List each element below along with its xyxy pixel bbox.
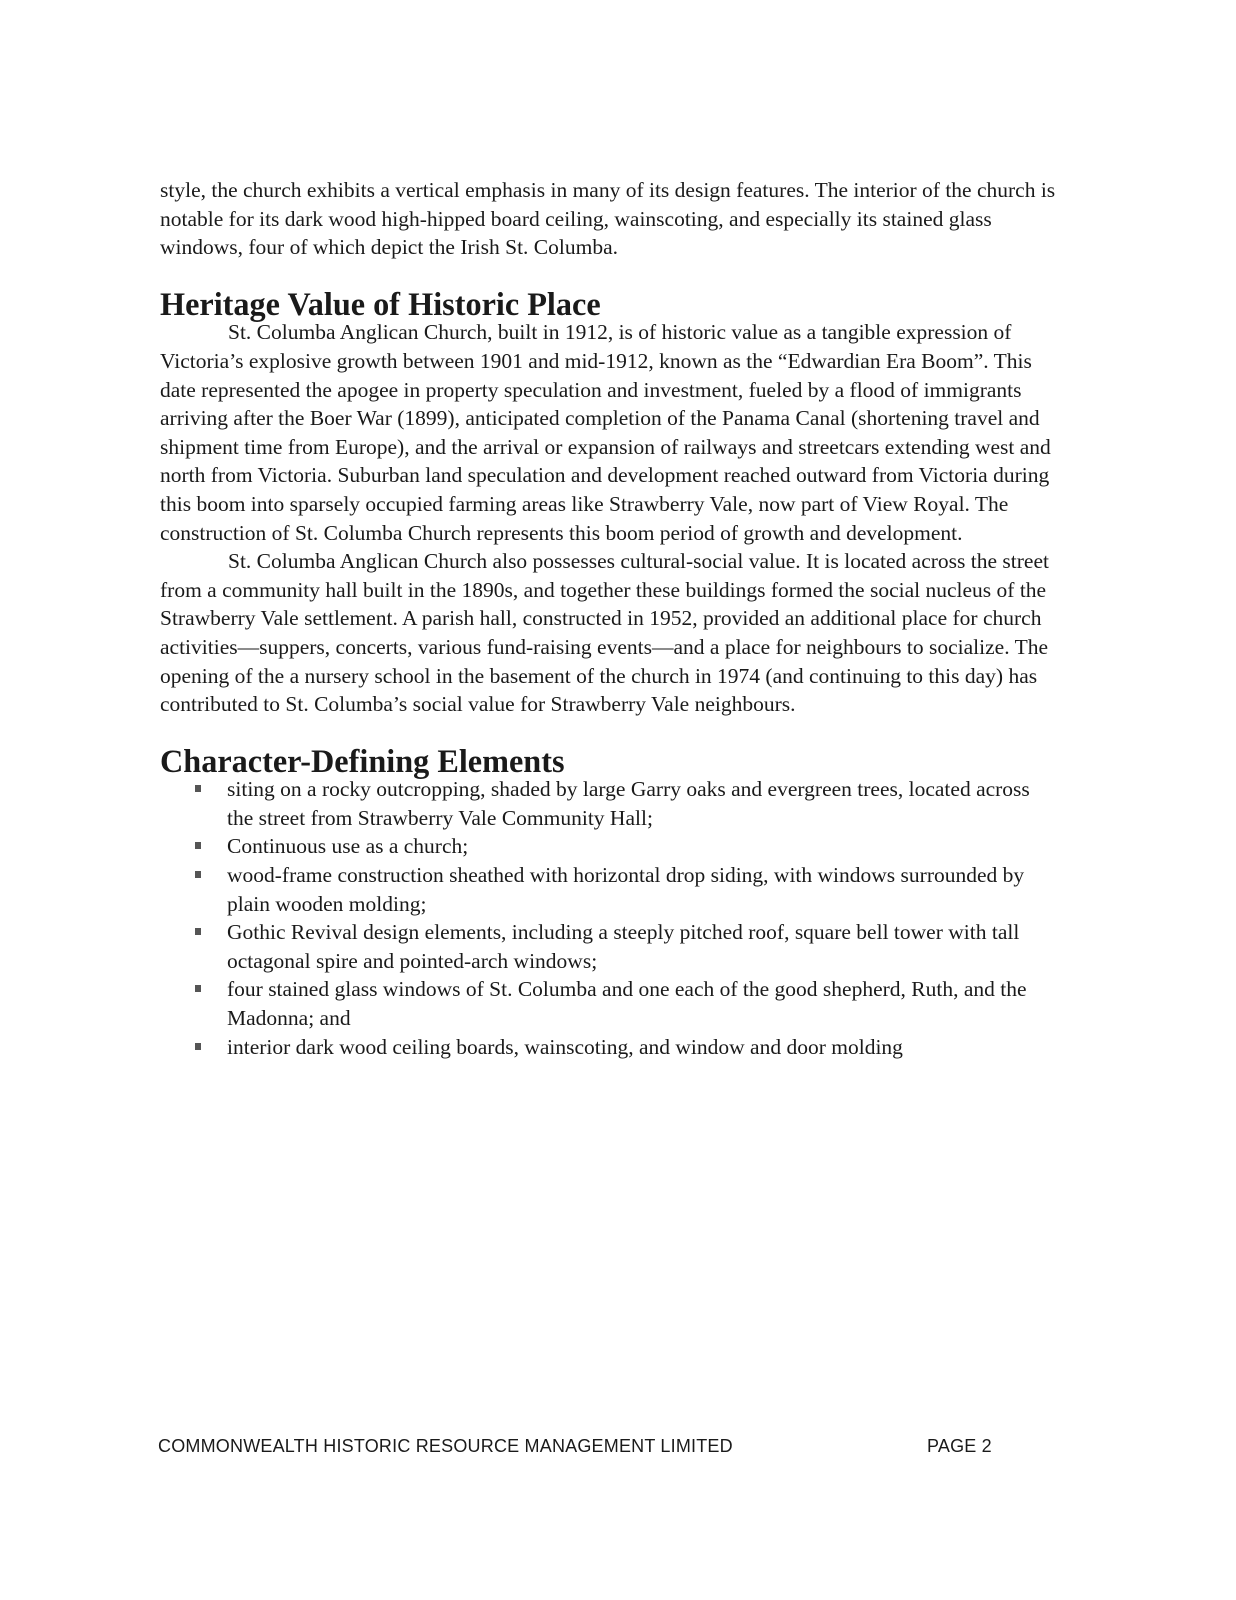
document-page [160,176,1060,1061]
list-item [160,775,1060,832]
footer-page-number: PAGE 2 [927,1436,992,1456]
list-item-text: Continuous use as a church; [227,834,469,859]
character-defining-heading: Character-Defining Elements [160,742,565,779]
list-item-text: wood-frame construction sheathed with horizontal drop siding, with windows surrounded by plain wooden molding; [227,863,1025,916]
list-item [160,975,1060,1032]
list-item [160,918,1060,975]
list-item [160,832,1060,861]
square-bullet-icon [195,842,201,849]
heritage-value-heading: Heritage Value of Historic Place [160,285,601,322]
square-bullet-icon [195,1043,201,1050]
list-item-text: siting on a rocky outcropping, shaded by large Garry oaks and evergreen trees, located across the street from Strawberry Vale Community Hall; [227,777,1030,830]
list-item-text: four stained glass windows of St. Columba and one each of the good shepherd, Ruth, and the Madonna; and [227,977,1027,1031]
heritage-paragraph-historic: St. Columba Anglican Church, built in 1912, is of historic value as a tangible expression of Victoria’s explosive growth between 1901 and mid-1912, known as the “Edwardian Era Boom”. This date represented the apogee in property speculation and investment, fueled by a flood of immigrants arriving after the Boer War (1899), anticipated completion of the Panama Canal (shortening travel and shipment time from Europe), and the arrival or expansion of railways and streetcars extending west and north from Victoria. Suburban land speculation and development reached outward from Victoria during this boom into sparsely occupied farming areas like Strawberry Vale, now part of View Royal. The construction of St. Columba Church represents this boom period of growth and development. [160,320,1051,545]
square-bullet-icon [195,871,201,878]
square-bullet-icon [195,785,201,792]
heritage-paragraph-social: St. Columba Anglican Church also possesses cultural-social value. It is located across the street from a community hall built in the 1890s, and together these buildings formed the social nucleus of the Strawberry Vale settlement. A parish hall, constructed in 1952, provided an additional place for church activities—suppers, concerts, various fund-raising events—and a place for neighbours to socialize. The opening of the a nursery school in the basement of the church in 1974 (and continuing to this day) has contributed to St. Columba’s social value for Strawberry Vale neighbours. [160,549,1049,717]
square-bullet-icon [195,928,201,935]
list-item [160,1033,1060,1062]
square-bullet-icon [195,985,201,992]
footer-company-name: COMMONWEALTH HISTORIC RESOURCE MANAGEMENT LIMITED [158,1436,733,1456]
intro-paragraph: style, the church exhibits a vertical emphasis in many of its design features. The interior of the church is notable for its dark wood high-hipped board ceiling, wainscoting, and especially its stained glass windows, four of which depict the Irish St. Columba. [160,178,1056,260]
character-elements-list [160,775,1060,1061]
list-item-text: Gothic Revival design elements, including a steeply pitched roof, square bell tower with tall octagonal spire and pointed-arch windows; [227,920,1020,973]
list-item-text: interior dark wood ceiling boards, wainscoting, and window and door molding [227,1034,903,1059]
list-item [160,861,1060,918]
